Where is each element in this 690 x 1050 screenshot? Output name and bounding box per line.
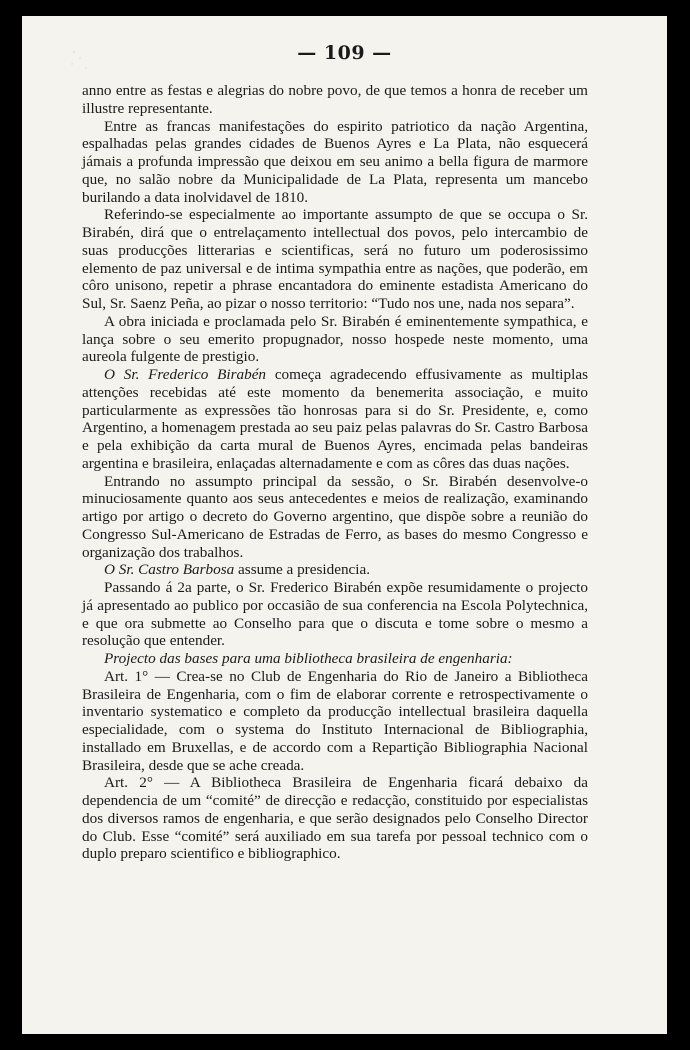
paragraph: Entre as francas manifestações do espirito patriotico da nação Argentina, espalhadas pelas grandes cidades de Buenos Ayres e La Plata, não esquecerá jámais a profunda impressão que deixou em seu animo a bella figura de marmore que, no salão nobre da Municipalidade de La Plata, representa um mancebo burilando a data inolvidavel de 1810. — [82, 117, 588, 206]
body-text — [82, 82, 588, 863]
project-title: Projecto das bases para uma bibliotheca brasileira de engenharia: — [104, 650, 513, 667]
paragraph: Referindo-se especialmente ao importante assumpto de que se occupa o Sr. Birabén, dirá que o entrelaçamento intellectual dos povos, pelo intercambio de suas producções litterarias e scientificas, será no futuro um poderosissimo elemento de paz universal e de intima sympathia entre as nações, que poderão, em côro unisono, repetir a phrase encantadora do eminente estadista Americano do Sul, Sr. Saenz Peña, ao pizar o nosso territorio: “Tudo nos une, nada nos separa”. — [82, 206, 588, 312]
paragraph-text: começa agradecendo effusivamente as multiplas attenções recebidas até este momento da benemerita associação, e muito particularmente as expressões tão honrosas para si do Sr. Presidente, e, como Argentino, a homenagem prestada ao seu paiz pelas palavras do Sr. Castro Barbosa e pela exhibição da carta mural de Buenos Ayres, encimada pelas bandeiras argentina e brasileira, enlaçadas alternadamente e com as côres das duas nações. — [82, 366, 588, 472]
speaker-name: O Sr. Castro Barbosa — [104, 561, 235, 579]
paragraph: Passando á 2a parte, o Sr. Frederico Birabén expõe resumidamente o projecto já apresentado ao publico por occasião de sua conferencia na Escola Polytechnica, e que ora submette ao Conselho para que o discuta e tome sobre o mesmo a resolução que entender. — [82, 579, 588, 650]
paragraph — [82, 561, 588, 579]
speaker-name: O Sr. Frederico Birabén — [104, 366, 267, 383]
paragraph-text: assume a presidencia. — [234, 561, 371, 579]
paragraph — [82, 366, 588, 473]
paragraph: Entrando no assumpto principal da sessão, o Sr. Birabén desenvolve-o minuciosamente quanto aos seus antecedentes e meios de realização, examinando artigo por artigo o decreto do Governo argentino, que dispõe sobre a reunião do Congresso Sul-Americano de Estradas de Ferro, as bases do mesmo Congresso e organização dos trabalhos. — [82, 472, 588, 561]
page-number: — 109 — — [297, 42, 392, 64]
section-heading — [82, 650, 588, 668]
paragraph: A obra iniciada e proclamada pelo Sr. Birabén é eminentemente sympathica, e lança sobre o seu emerito propugnador, nosso hospede neste momento, uma aureola fulgente de prestigio. — [82, 312, 588, 366]
article-1: Art. 1° — Crea-se no Club de Engenharia do Rio de Janeiro a Bibliotheca Brasileira de Engenharia, com o fim de elaborar corrente e retrospectivamente o inventario systematico e completo da producção intellectual brasileira daquella especialidade, com o systema do Instituto Internacional de Bibliographia, installado em Bruxellas, e de accordo com a Repartição Bibliographia Nacional Brasileira, desde que se ache creada. — [82, 667, 588, 774]
article-2: Art. 2° — A Bibliotheca Brasileira de Engenharia ficará debaixo da dependencia de um “comité” de direcção e redacção, constituido por especialistas dos diversos ramos de engenharia, e que serão designados pelo Conselho Director do Club. Esse “comité” será auxiliado em sua tarefa por pessoal technico com o duplo preparo scientifico e bibliographico. — [82, 774, 588, 863]
document-page — [22, 16, 667, 1034]
paragraph: anno entre as festas e alegrias do nobre povo, de que temos a honra de receber um illustre representante. — [82, 82, 588, 117]
